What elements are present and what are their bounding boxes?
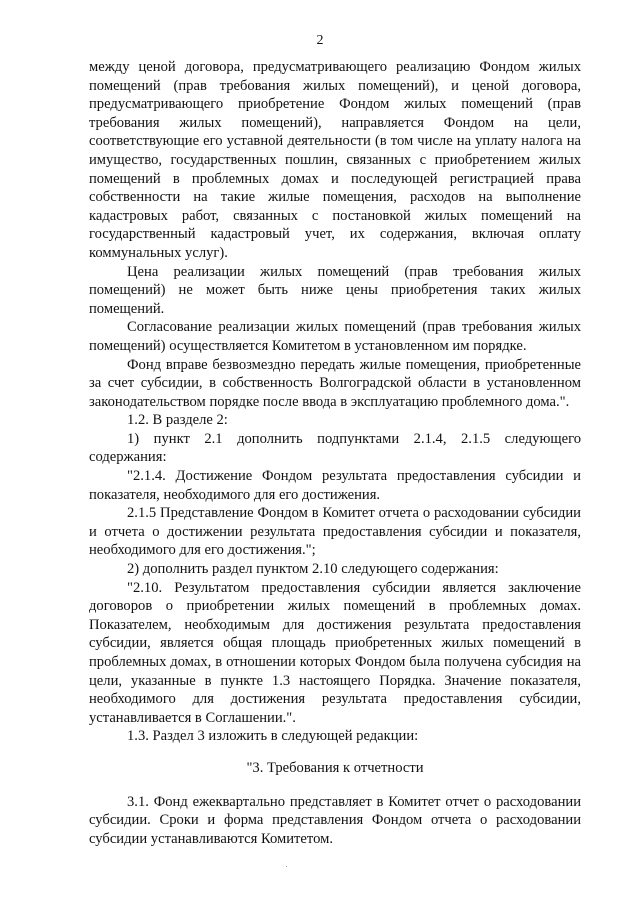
paragraph-2-10: "2.10. Результатом предоставления субсидии является заключение договоров о приобретении жилых помещений в проблемных домах. Показателем, необходимым для достижения результата предоставления субсидии, является общая площадь приобретенных жилых помещений в проблемных домах, в отношении которых Фондом была получена субсидия на цели, указанные в пункте 1.3 настоящего Порядка. Значение показателя, необходимого для достижения результата предоставления субсидии, устанавливается в Соглашении.". [89,579,581,726]
document-body [89,58,581,848]
section-heading: "3. Требования к отчетности [246,759,424,776]
paragraph-section-1-2: 1.2. В разделе 2: [127,412,228,429]
paragraph-item-2: 2) дополнить раздел пунктом 2.10 следующего содержания: [127,561,499,578]
scan-speck [286,866,287,867]
paragraph-2-1-4: "2.1.4. Достижение Фондом результата предоставления субсидии и показателя, необходимого для его достижения. [89,468,581,503]
paragraph-section-1-3: 1.3. Раздел 3 изложить в следующей редакции: [127,728,419,745]
paragraph-transfer: Фонд вправе безвозмездно передать жилые помещения, приобретенные за счет субсидии, в собственность Волгоградской области в установленном законодательством порядке после ввода в эксплуатацию проблемного дома.". [89,356,581,410]
page-number: 2 [316,33,324,48]
paragraph-item-1: 1) пункт 2.1 дополнить подпунктами 2.1.4, 2.1.5 следующего содержания: [89,430,581,466]
paragraph-price: Цена реализации жилых помещений (прав требования жилых помещений) не может быть ниже цены приобретения таких жилых помещений. [89,263,581,317]
paragraph-continuation: между ценой договора, предусматривающего реализацию Фондом жилых помещений (прав требования жилых помещений), и ценой договора, предусматривающего приобретение Фондом жилых помещений (прав требования жилых помещений), направляется Фондом на цели, соответствующие его уставной деятельности (в том числе на уплату налога на имущество, государственных пошлин, связанных с приобретением жилых помещений в проблемных домах и последующей регистрацией права собственности на такие жилые помещения, расходов на выполнение кадастровых работ, связанных с постановкой жилых помещений на государственный кадастровый учет, их содержания, включая оплату коммунальных услуг). [89,59,581,261]
paragraph-approval: Согласование реализации жилых помещений (прав требования жилых помещений) осуществляется Комитетом в установленном им порядке. [89,319,581,354]
paragraph-2-1-5: 2.1.5 Представление Фондом в Комитет отчета о расходовании субсидии и отчета о достижении результата предоставления субсидии и показателя, необходимого для его достижения."; [89,505,581,559]
paragraph-3-1: 3.1. Фонд ежеквартально представляет в Комитет отчет о расходовании субсидии. Сроки и форма представления Фондом отчета о расходовании субсидии устанавливаются Комитетом. [89,793,581,847]
